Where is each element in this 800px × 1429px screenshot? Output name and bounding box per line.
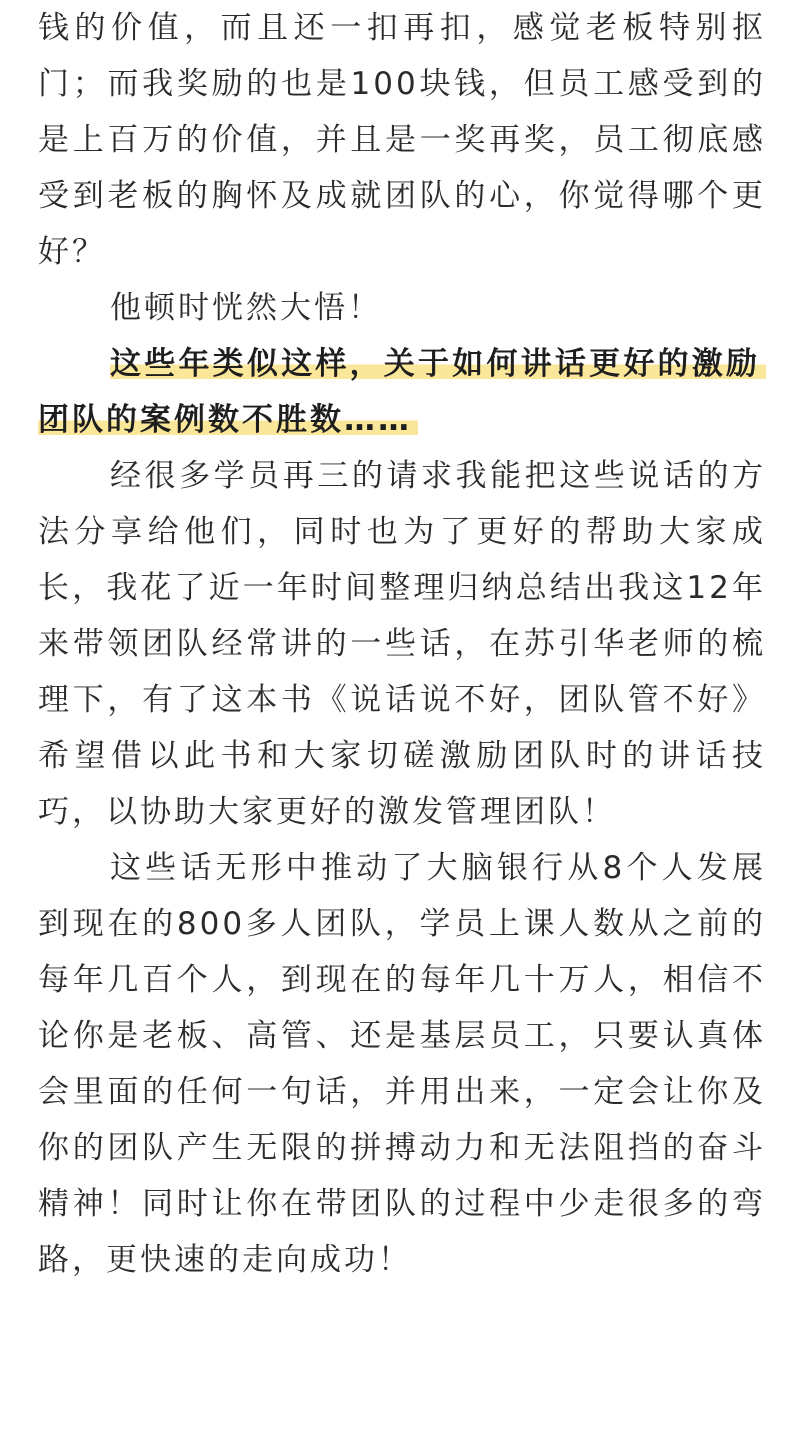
paragraph-continuation: 钱的价值，而且还一扣再扣，感觉老板特别抠门；而我奖励的也是100块钱，但员工感受到的是上百万的价值，并且是一奖再奖，员工彻底感受到老板的胸怀及成就团队的心，你觉得哪个更好？ <box>38 10 766 270</box>
paragraph-growth: 这些话无形中推动了大脑银行从8个人发展到现在的800多人团队，学员上课人数从之前的每年几百个人，到现在的每年几十万人，相信不论你是老板、高管、还是基层员工，只要认真体会里面的任何一句话，并用出来，一定会让你及你的团队产生无限的拼搏动力和无法阻挡的奋斗精神！同时让你在带团队的过程中少走很多的弯路，更快速的走向成功！ <box>38 850 766 1278</box>
highlight-text: 这些年类似这样，关于如何讲话更好的激励团队的案例数不胜数…… <box>38 346 766 438</box>
paragraph-realization: 他顿时恍然大悟！ <box>110 290 382 326</box>
article-body <box>38 0 766 1288</box>
highlighted-paragraph <box>38 336 766 448</box>
paragraph-book-origin: 经很多学员再三的请求我能把这些说话的方法分享给他们，同时也为了更好的帮助大家成长，我花了近一年时间整理归纳总结出我这12年来带领团队经常讲的一些话，在苏引华老师的梳理下，有了这本书《说话说不好，团队管不好》希望借以此书和大家切磋激励团队时的讲话技巧，以协助大家更好的激发管理团队！ <box>38 458 766 830</box>
